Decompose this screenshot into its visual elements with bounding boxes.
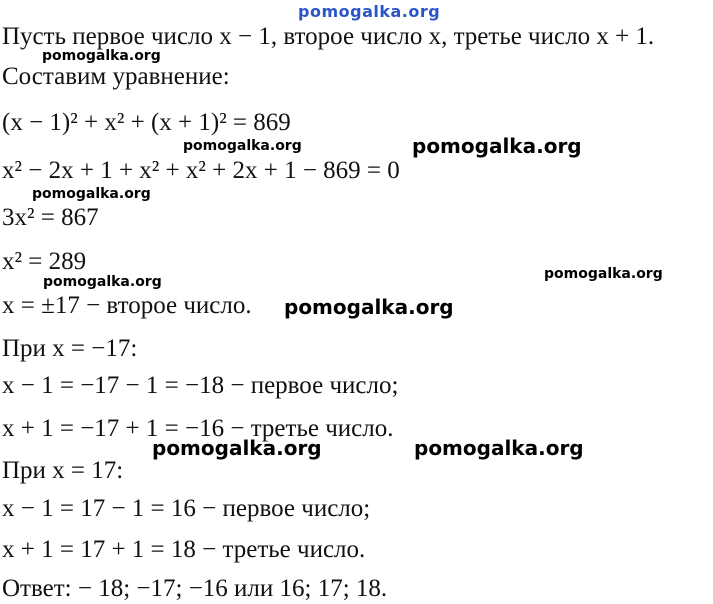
watermark-small-3: pomogalka.org (32, 186, 151, 202)
watermark-large-3: pomogalka.org (152, 436, 322, 460)
text-line-2: Составим уравнение: (2, 63, 230, 90)
text-line-7: x = ±17 − второе число. (2, 292, 252, 319)
text-line-5: 3x² = 867 (2, 204, 99, 231)
text-line-9: x − 1 = −17 − 1 = −18 − первое число; (2, 372, 399, 399)
text-line-12: x − 1 = 17 − 1 = 16 − первое число; (2, 495, 371, 522)
watermark-small-2: pomogalka.org (183, 138, 302, 154)
text-line-14: Ответ: − 18; −17; −16 или 16; 17; 18. (2, 575, 388, 602)
text-line-6: x² = 289 (2, 248, 87, 275)
text-line-4: x² − 2x + 1 + x² + x² + 2x + 1 − 869 = 0 (2, 157, 400, 184)
text-line-1: Пусть первое число x − 1, второе число x, третье число x + 1. (2, 23, 655, 50)
watermark-small-4: pomogalka.org (544, 266, 663, 282)
watermark-large-1: pomogalka.org (412, 134, 582, 158)
text-line-13: x + 1 = 17 + 1 = 18 − третье число. (2, 536, 366, 563)
text-line-3: (x − 1)² + x² + (x + 1)² = 869 (2, 109, 291, 136)
text-line-8: При x = −17: (2, 335, 138, 362)
watermark-top: pomogalka.org (298, 2, 441, 21)
text-line-11: При x = 17: (2, 457, 124, 484)
watermark-large-2: pomogalka.org (284, 295, 454, 319)
watermark-large-4: pomogalka.org (414, 436, 584, 460)
watermark-small-5: pomogalka.org (43, 274, 162, 290)
watermark-small-1: pomogalka.org (42, 48, 161, 64)
text-line-10: x + 1 = −17 + 1 = −16 − третье число. (2, 415, 394, 442)
